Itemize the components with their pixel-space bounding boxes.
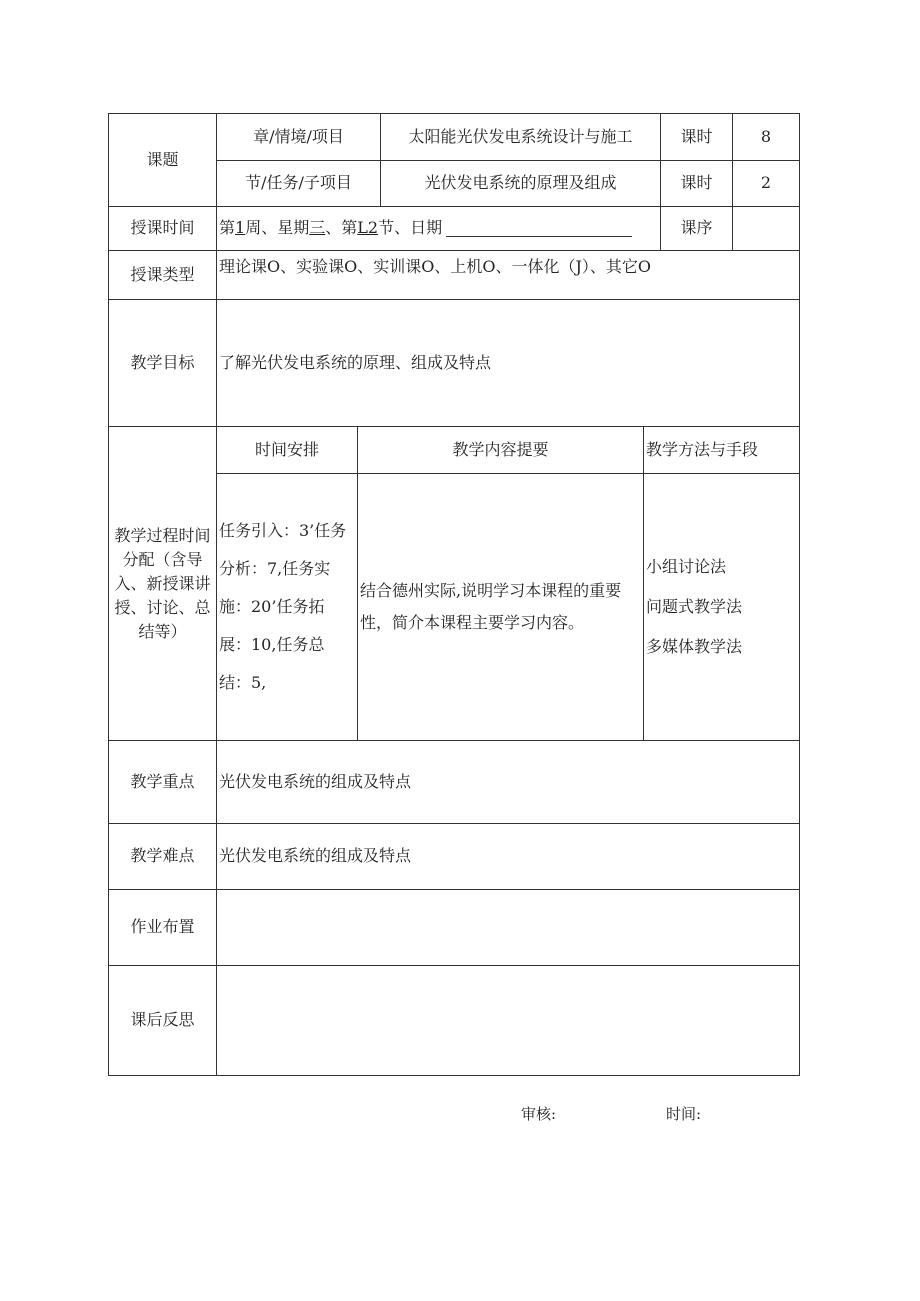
footer-time-label: 时间:	[666, 1105, 702, 1123]
homework-value[interactable]	[216, 889, 800, 966]
lesson-plan-table	[108, 113, 800, 1076]
process-label: 教学过程时间分配（含导入、新授课讲授、讨论、总结等）	[108, 426, 217, 741]
review-label: 审核:	[521, 1105, 557, 1123]
course-title-label: 课题	[108, 113, 217, 207]
weekday-value: 三	[309, 218, 326, 238]
section-value: 光伏发电系统的原理及组成	[380, 160, 661, 207]
key-point-label: 教学重点	[108, 740, 217, 824]
process-time-allocation: 任务引入：3’任务分析：7,任务实施：20’任务拓展：10,任务总结：5,	[216, 473, 358, 741]
date-blank[interactable]	[446, 220, 632, 237]
method-item: 多媒体教学法	[646, 637, 743, 656]
period-suffix: 节、日期	[378, 218, 443, 238]
reflection-value[interactable]	[216, 965, 800, 1076]
period-value: L2	[357, 218, 379, 238]
process-header-content: 教学内容提要	[357, 426, 644, 474]
difficult-point-value: 光伏发电系统的组成及特点	[216, 823, 800, 890]
teaching-time-label: 授课时间	[108, 206, 217, 251]
section-hours-value: 2	[732, 160, 800, 207]
process-methods	[643, 473, 800, 741]
chapter-value: 太阳能光伏发电系统设计与施工	[380, 113, 661, 161]
process-header-time: 时间安排	[216, 426, 358, 474]
chapter-label: 章/情境/项目	[216, 113, 381, 161]
homework-label: 作业布置	[108, 889, 217, 966]
method-item: 小组讨论法	[646, 557, 727, 576]
lesson-type-label: 授课类型	[108, 250, 217, 300]
method-item: 问题式教学法	[646, 597, 743, 616]
week-number: 1	[235, 218, 246, 238]
lesson-order-label: 课序	[660, 206, 733, 251]
reflection-label: 课后反思	[108, 965, 217, 1076]
key-point-value: 光伏发电系统的组成及特点	[216, 740, 800, 824]
section-label: 节/任务/子项目	[216, 160, 381, 207]
lesson-type-value: 理论课O、实验课O、实训课O、上机O、一体化（J）、其它O	[216, 250, 800, 300]
section-hours-label: 课时	[660, 160, 733, 207]
teaching-time-value	[216, 206, 661, 251]
period-prefix: 、第	[325, 218, 358, 238]
process-content-summary: 结合德州实际,说明学习本课程的重要性，简介本课程主要学习内容。	[357, 473, 644, 741]
teaching-goal-value: 了解光伏发电系统的原理、组成及特点	[216, 299, 800, 427]
week-prefix: 第	[219, 218, 236, 238]
week-suffix: 周、星期	[245, 218, 310, 238]
process-header-method: 教学方法与手段	[643, 426, 800, 474]
difficult-point-label: 教学难点	[108, 823, 217, 890]
teaching-goal-label: 教学目标	[108, 299, 217, 427]
lesson-order-value[interactable]	[732, 206, 800, 251]
chapter-hours-label: 课时	[660, 113, 733, 161]
chapter-hours-value: 8	[732, 113, 800, 161]
